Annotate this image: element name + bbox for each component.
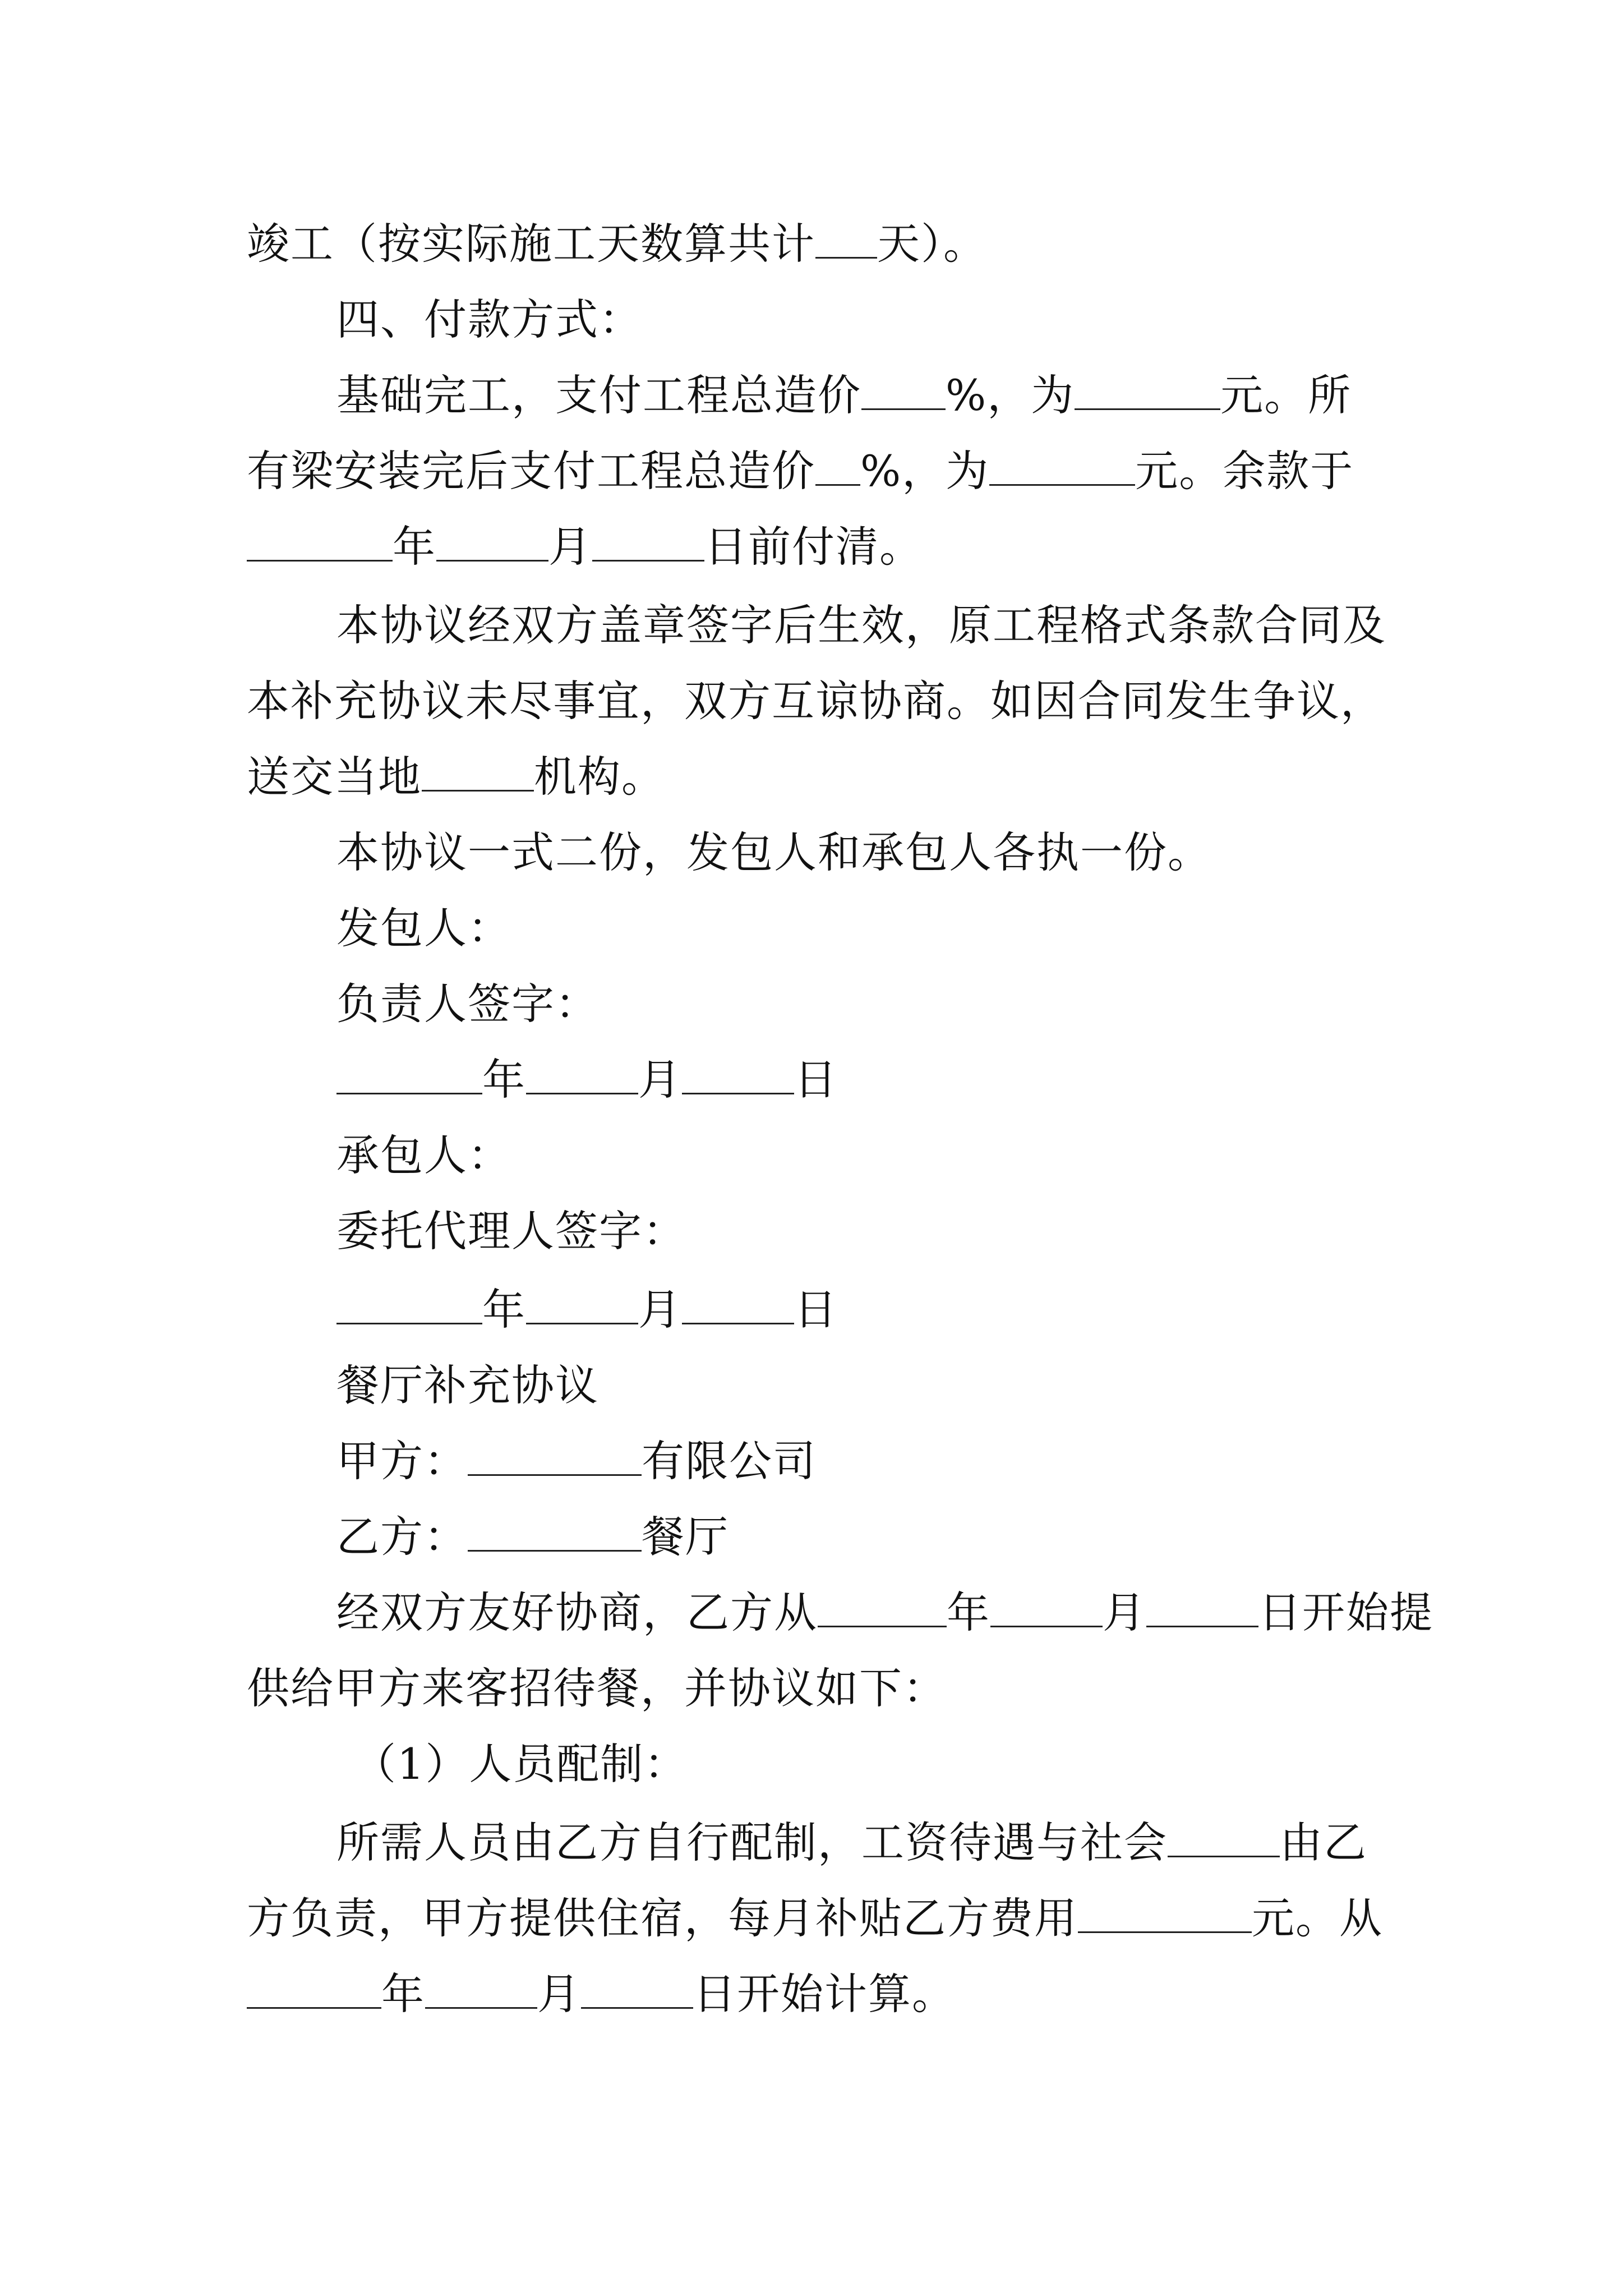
date-line	[336, 1282, 838, 1338]
blank-field	[1168, 1821, 1280, 1857]
blank-field	[436, 525, 548, 562]
line-text: 本补充协议未尽事宜，双方互谅协商。如因合同发生争议，	[247, 676, 1384, 726]
blank-field	[682, 1058, 794, 1094]
line-text: 餐厅补充协议	[336, 1360, 599, 1410]
line-text: 甲方：	[336, 1436, 468, 1486]
line-text: 机构。	[534, 752, 665, 802]
text-line	[247, 519, 923, 575]
blank-field	[1078, 1897, 1252, 1933]
line-text: 日	[794, 1285, 838, 1335]
blank-field	[425, 1972, 537, 2009]
line-text: 负责人签字：	[336, 979, 599, 1029]
blank-field	[581, 1972, 693, 2009]
line-text: 天）。	[877, 219, 987, 269]
blank-field	[247, 525, 393, 562]
blank-field	[815, 222, 877, 259]
text-line	[247, 673, 1384, 729]
line-text: 承包人：	[336, 1130, 511, 1180]
line-text: 由乙	[1280, 1818, 1367, 1867]
line-text: 年	[482, 1285, 526, 1335]
line-text: 元。从	[1252, 1893, 1383, 1943]
section-title	[336, 1358, 599, 1414]
line-text: 方负责，甲方提供住宿，每月补贴乙方费用	[247, 1893, 1078, 1943]
blank-field	[247, 1972, 381, 2009]
text-line	[247, 749, 665, 805]
section-heading	[353, 1736, 688, 1792]
blank-field	[818, 1591, 947, 1627]
text-line	[336, 1815, 1367, 1871]
signature-label	[336, 900, 511, 956]
line-text: 四、付款方式：	[336, 295, 643, 344]
text-line	[336, 597, 1386, 654]
line-text: 经双方友好协商，乙方从	[336, 1588, 818, 1637]
party-line	[336, 1433, 817, 1489]
blank-field	[989, 449, 1135, 486]
signature-label	[336, 976, 599, 1032]
line-text: 元。余款于	[1135, 446, 1354, 496]
line-text: （1）人员配制：	[353, 1739, 688, 1789]
line-text: 发包人：	[336, 903, 511, 953]
text-line	[247, 216, 987, 272]
signature-label	[336, 1203, 686, 1259]
blank-field	[526, 1058, 638, 1094]
line-text: 日开始计算。	[693, 1969, 956, 2019]
signature-label	[336, 1128, 511, 1184]
line-text: 有梁安装完后支付工程总造价	[247, 446, 815, 496]
line-text: 送交当地	[247, 752, 422, 802]
text-line	[247, 1890, 1383, 1947]
blank-field	[682, 1288, 794, 1324]
blank-field	[1146, 1591, 1258, 1627]
line-text: 供给甲方来客招待餐，并协议如下：	[247, 1663, 947, 1713]
line-text: 乙方：	[336, 1512, 468, 1562]
line-text: 竣工（按实际施工天数算共计	[247, 219, 815, 269]
line-text: 月	[1103, 1588, 1146, 1637]
line-text: 年	[381, 1969, 425, 2019]
line-text: 年	[393, 522, 436, 572]
blank-field	[861, 374, 946, 410]
text-line	[247, 443, 1354, 499]
blank-field	[990, 1591, 1103, 1627]
blank-field	[336, 1058, 482, 1094]
line-text: %，为	[946, 370, 1075, 420]
text-line	[247, 1966, 956, 2022]
line-text: 月	[537, 1969, 581, 2019]
line-text: 日	[794, 1055, 838, 1105]
line-text: 基础完工，支付工程总造价	[336, 370, 861, 420]
blank-field	[336, 1288, 482, 1324]
text-line	[336, 1585, 1433, 1641]
blank-field	[526, 1288, 638, 1324]
blank-field	[1075, 374, 1220, 410]
blank-field	[422, 755, 534, 792]
line-text: 元。所	[1220, 370, 1352, 420]
section-heading	[336, 292, 643, 348]
line-text: 所需人员由乙方自行配制，工资待遇与社会	[336, 1818, 1168, 1867]
blank-field	[468, 1515, 642, 1552]
text-line	[247, 1660, 947, 1717]
line-text: 日开始提	[1258, 1588, 1433, 1637]
line-text: 月	[548, 522, 592, 572]
line-text: 年	[482, 1055, 526, 1105]
line-text: 本协议一式二份，发包人和承包人各执一份。	[336, 827, 1211, 877]
line-text: 委托代理人签字：	[336, 1206, 686, 1256]
line-text: 餐厅	[642, 1512, 729, 1562]
party-line	[336, 1509, 729, 1565]
line-text: 月	[638, 1285, 682, 1335]
line-text: 日前付清。	[704, 522, 923, 572]
line-text: 年	[947, 1588, 990, 1637]
line-text: %，为	[860, 446, 990, 496]
line-text: 有限公司	[642, 1436, 817, 1486]
date-line	[336, 1052, 838, 1108]
line-text: 本协议经双方盖章签字后生效，原工程格式条款合同及	[336, 600, 1386, 650]
blank-field	[815, 449, 860, 486]
blank-field	[468, 1439, 642, 1476]
line-text: 月	[638, 1055, 682, 1105]
blank-field	[592, 525, 704, 562]
text-line	[336, 825, 1211, 881]
text-line	[336, 367, 1352, 424]
